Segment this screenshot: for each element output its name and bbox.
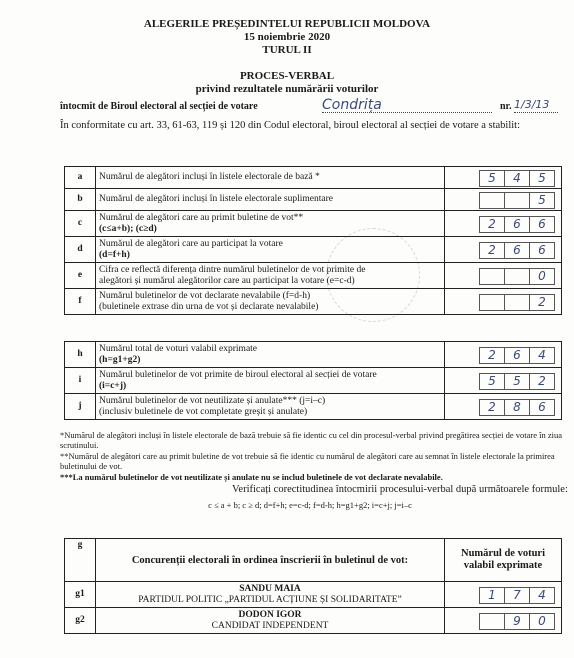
digit-box: 2 [479, 347, 505, 364]
row-letter: e [65, 263, 96, 289]
row-desc-line1: Numărul de alegători incluși în listele electorale suplimentare [99, 194, 333, 204]
table-row [65, 394, 562, 420]
digit-box: 5 [479, 170, 505, 187]
digit-box: 5 [505, 373, 530, 390]
candidate-row [65, 582, 562, 608]
digit-box: 4 [505, 170, 530, 187]
table-row [65, 342, 562, 368]
office-nr-value: 1/3/13 [514, 98, 558, 113]
digit-box: 8 [505, 399, 530, 416]
table-row [65, 211, 562, 237]
row-letter: h [65, 342, 96, 368]
candidate-cell [96, 582, 445, 608]
digit-box: 5 [530, 170, 555, 187]
digit-box: 6 [530, 216, 555, 233]
office-name: Condrița [322, 98, 492, 113]
digit-box [479, 192, 505, 209]
row-letter: f [65, 289, 96, 315]
digit-box [505, 294, 530, 311]
row-desc-line1: Numărul buletinelor de vot declarate nevalabile (f=d-h) [99, 290, 311, 301]
col-letter-header: g [65, 539, 96, 582]
election-title: ALEGERILE PREȘEDINTELUI REPUBLICII MOLDOVA [143, 18, 431, 30]
row-desc-line2: (buletinele extrase din urna de vot și declarate nevalabile) [99, 301, 319, 312]
digit-box: 7 [505, 587, 530, 604]
row-letter: d [65, 237, 96, 263]
candidate-name: DODON IGOR [238, 609, 302, 620]
digit-boxes [451, 613, 555, 629]
digit-box: 0 [530, 268, 555, 285]
digit-box [479, 268, 505, 285]
row-value [445, 289, 562, 315]
digit-box [505, 268, 530, 285]
digit-box: 4 [530, 587, 555, 604]
formulas-text: c ≤ a + b; c ≥ d; d=f+h; e=c-d; f=d-h; h=g1+g2; i=c+j; j=i–c [208, 500, 412, 510]
row-value [445, 342, 562, 368]
row-description [96, 342, 445, 368]
row-letter: i [65, 368, 96, 394]
candidates-table [64, 538, 562, 634]
digit-boxes [451, 294, 555, 310]
row-letter: j [65, 394, 96, 420]
row-desc-line1: Cifra ce reflectă diferența dintre numărul buletinelor de vot primite de [99, 264, 366, 275]
digit-box: 6 [530, 399, 555, 416]
row-desc-line1: Numărul de alegători care au participat la votare [99, 238, 283, 249]
candidate-votes [445, 582, 562, 608]
candidate-name: SANDU MAIA [239, 583, 301, 594]
row-description [96, 289, 445, 315]
note-2: **Numărul de alegători care au primit buletine de vot trebuie să fie identic cu numărul de alegători care au semnat în listele electorale la primirea buletinului de vot. [60, 451, 555, 471]
row-desc-line2: (d=f+h) [99, 249, 130, 260]
digit-boxes [451, 242, 555, 258]
row-description [96, 368, 445, 394]
digit-box: 4 [530, 347, 555, 364]
candidate-row [65, 608, 562, 634]
table-row [65, 263, 562, 289]
digit-box: 2 [479, 399, 505, 416]
office-label: întocmit de Biroul electoral al secției de votare [60, 101, 258, 112]
digit-boxes [451, 373, 555, 389]
office-nr-label: nr. [500, 101, 512, 112]
digit-box: 6 [505, 347, 530, 364]
document-title: PROCES-VERBAL [239, 70, 335, 82]
row-description [96, 263, 445, 289]
digit-box: 1 [479, 587, 505, 604]
row-desc-line1: Numărul de alegători incluși în listele electorale de bază * [99, 172, 320, 182]
document-subtitle: privind rezultatele numărării voturilor [195, 83, 379, 95]
candidate-letter: g2 [65, 608, 96, 634]
digit-box: 6 [530, 242, 555, 259]
row-desc-line2: (h=g1+g2) [99, 354, 141, 365]
digit-box: 2 [530, 294, 555, 311]
row-value [445, 189, 562, 211]
table-row [65, 237, 562, 263]
row-letter: c [65, 211, 96, 237]
digit-boxes [451, 399, 555, 415]
digit-box [505, 192, 530, 209]
note-1: *Numărul de alegători incluși în listele electorale de bază trebuie să fie identic cu cel din procesul-verbal privind pregătirea secției de votare în ziua scrutinului. [60, 430, 562, 450]
candidate-letter: g1 [65, 582, 96, 608]
row-desc-line1: Numărul de alegători care au primit buletine de vot** [99, 212, 304, 223]
digit-box: 2 [479, 216, 505, 233]
row-value [445, 368, 562, 394]
row-value [445, 167, 562, 189]
digit-box: 5 [479, 373, 505, 390]
col-votes-header: Numărul de voturi valabil exprimate [445, 539, 562, 582]
digit-box [479, 613, 505, 630]
digit-box [479, 294, 505, 311]
note-3: ***La numărul buletinelor de vot neutilizate și anulate nu se includ buletinele de vot declarate nevalabile. [60, 472, 443, 482]
candidate-party: CANDIDAT INDEPENDENT [211, 620, 329, 631]
col-desc-header: Concurenții electorali în ordinea înscrierii în buletinul de vot: [96, 539, 445, 582]
row-desc-line1: Numărul buletinelor de vot primite de biroul electoral al secției de votare [99, 369, 377, 380]
digit-boxes [451, 268, 555, 284]
candidate-votes [445, 608, 562, 634]
digit-box: 6 [505, 216, 530, 233]
table-row [65, 289, 562, 315]
row-value [445, 237, 562, 263]
row-description [96, 394, 445, 420]
row-desc-line1: Numărul buletinelor de vot neutilizate și anulate*** (j=i–c) [99, 395, 326, 406]
digit-boxes [451, 216, 555, 232]
row-desc-line2: (i=c+j) [99, 380, 127, 391]
candidate-party: PARTIDUL POLITIC „PARTIDUL ACȚIUNE ȘI SOLIDARITATE” [138, 594, 402, 605]
digit-box: 5 [530, 192, 555, 209]
table-row [65, 368, 562, 394]
candidate-cell [96, 608, 445, 634]
row-description [96, 211, 445, 237]
row-desc-line2: (inclusiv buletinele de vot completate greșit și anulate) [99, 406, 308, 417]
row-description [96, 237, 445, 263]
digit-box: 6 [505, 242, 530, 259]
table-row [65, 189, 562, 211]
row-letter: a [65, 167, 96, 189]
digit-box: 0 [530, 613, 555, 630]
row-value [445, 263, 562, 289]
digit-boxes [451, 170, 555, 186]
results-table-top [64, 166, 562, 315]
digit-boxes [451, 192, 555, 208]
row-letter: b [65, 189, 96, 211]
row-value [445, 211, 562, 237]
table-row [65, 167, 562, 189]
row-value [445, 394, 562, 420]
row-description [96, 189, 445, 211]
intro-text: În conformitate cu art. 33, 61-63, 119 și 120 din Codul electoral, biroul electoral al secției de votare a stabilit: [60, 120, 521, 131]
digit-box: 9 [505, 613, 530, 630]
digit-box: 2 [479, 242, 505, 259]
election-date: 15 noiembrie 2020 [243, 31, 331, 43]
election-round: TURUL II [262, 44, 312, 56]
digit-boxes [451, 587, 555, 603]
digit-boxes [451, 347, 555, 363]
row-desc-line2: alegători și numărul alegătorilor care au participat la votare (e=c-d) [99, 275, 355, 286]
verify-text: Verificați corectitudinea întocmirii procesului-verbal după următoarele formule: [232, 484, 568, 495]
row-description [96, 167, 445, 189]
row-desc-line1: Numărul total de voturi valabil exprimate [99, 343, 258, 354]
row-desc-line2: (c≤a+b); (c≥d) [99, 223, 157, 234]
results-table-mid [64, 341, 562, 420]
digit-box: 2 [530, 373, 555, 390]
